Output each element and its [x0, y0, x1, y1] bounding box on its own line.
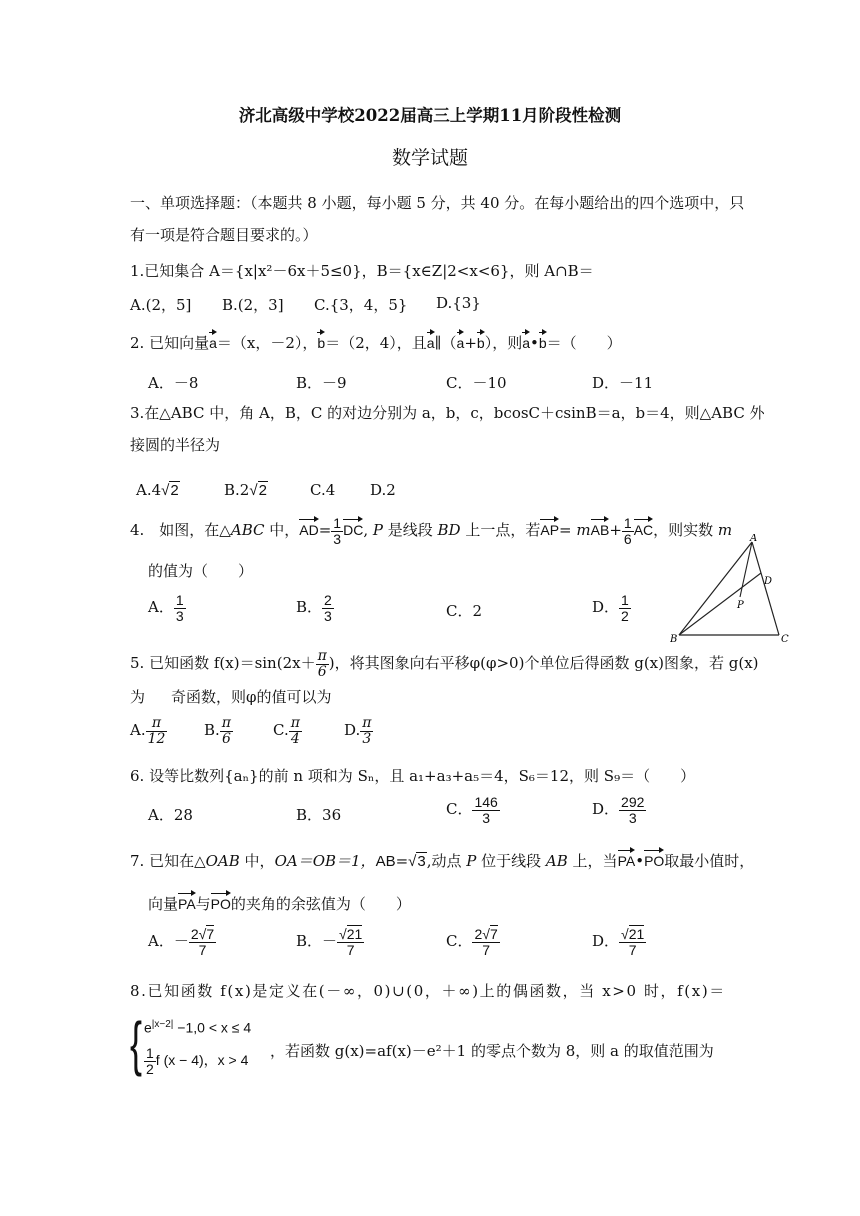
vector-a: a	[522, 335, 531, 351]
q2-stem: 2. 已知向量a＝（x，－2），b＝（2，4），且a∥（a+b），则a•b＝（ ）	[130, 334, 622, 352]
q6-stem: 6. 设等比数列{aₙ}的前 n 项和为 Sₙ，且 a₁+a₃+a₅＝4，S₆＝12，则 S₉＝（ ）	[130, 767, 696, 785]
vector-b: b	[476, 335, 485, 351]
q6-option-a: A．28	[148, 806, 193, 824]
vector-b: b	[538, 335, 547, 351]
piecewise-brace: {	[130, 1010, 143, 1077]
q8-stem-line1: 8.已知函数 f(x)是定义在(－∞，0)∪(0，＋∞)上的偶函数，当 x>0 时，f(x)＝	[130, 982, 726, 1000]
q4-stem: 4. 如图，在△ABC 中，AD= $\frac{1}{3}$ DC, P 是线段 BD 上一点，若AP= mAB+ $\frac{1}{6}$ AC，则实数 m	[130, 515, 733, 547]
q4-triangle-figure	[670, 534, 796, 648]
q5-option-d: D. $\frac{\pi}{3}$	[344, 715, 372, 747]
q6-option-b: B．36	[296, 806, 342, 824]
q5-option-b: B. $\frac{\pi}{6}$	[204, 715, 231, 747]
figure-label-a: A	[750, 534, 758, 544]
vector-a: a	[456, 335, 465, 351]
q5-option-a: A. $\frac{\pi}{12}$	[130, 715, 166, 747]
vector-a: a	[426, 335, 435, 351]
figure-label-p: P	[737, 600, 744, 611]
q3-option-c: C.4	[310, 481, 336, 499]
q2-option-a: A．－8	[148, 374, 199, 392]
q7-stem-line2: 向量PA与PO的夹角的余弦值为（ ）	[148, 895, 411, 913]
q1-stem: 1.已知集合 A＝{x|x²－6x＋5≤0}，B＝{x∈Z|2<x<6}，则 A∩B＝	[130, 262, 594, 280]
q6-option-c: C． $\frac{146}{3}$	[446, 794, 498, 826]
q3-option-b: B.2√2	[224, 481, 267, 499]
section-heading-line2: 有一项是符合题目要求的。）	[130, 226, 318, 244]
q7-option-a: A．－ $\frac{2√7}{7}$	[148, 926, 215, 958]
q5-option-c: C. $\frac{\pi}{4}$	[273, 715, 300, 747]
vector-a: a	[209, 335, 217, 351]
q3-option-d: D.2	[370, 481, 396, 499]
q1-option-a: A.(2，5]	[130, 296, 192, 314]
figure-label-b: B	[670, 634, 678, 645]
q6-option-d: D． $\frac{292}{3}$	[592, 794, 645, 826]
q1-option-d: D.{3}	[436, 294, 481, 312]
figure-label-d: D	[764, 576, 773, 587]
q2-option-d: D．－11	[592, 374, 654, 392]
q7-option-d: D． $\frac{√21}{7}$	[592, 926, 645, 958]
vector-b: b	[317, 335, 326, 351]
q7-option-c: C． $\frac{2√7}{7}$	[446, 926, 498, 958]
document-subtitle: 数学试题	[391, 147, 468, 169]
q3-stem-line2: 接圆的半径为	[130, 436, 221, 454]
q2-option-c: C．－10	[446, 374, 507, 392]
q4-option-c: C．2	[446, 602, 483, 620]
q8-case1: $e^{|x-2|} -1,0 < x \le 4$	[144, 1019, 252, 1036]
section-heading-line1: 一、单项选择题：（本题共 8 小题，每小题 5 分，共 40 分。在每小题给出的四个选项中，只	[130, 194, 745, 212]
q1-option-b: B.(2，3]	[222, 296, 284, 314]
q1-option-c: C.{3，4，5}	[314, 296, 408, 314]
document-title: 济北高级中学校2022届高三上学期11月阶段性检测	[238, 106, 622, 125]
q8-stem-tail: ，若函数 g(x)=af(x)－e²＋1 的零点个数为 8，则 a 的取值范围为	[270, 1042, 714, 1060]
q5-stem-line2: 为 奇函数，则φ的值可以为	[130, 688, 332, 706]
q3-option-a: A.4√2	[136, 481, 179, 499]
q7-option-b: B．－ $\frac{√21}{7}$	[296, 926, 363, 958]
q4-stem-line2: 的值为（ ）	[148, 562, 254, 580]
figure-label-c: C	[781, 634, 789, 645]
q4-option-b: B． $\frac{2}{3}$	[296, 592, 332, 624]
q4-option-a: A． $\frac{1}{3}$	[148, 592, 184, 624]
q3-stem-line1: 3.在△ABC 中，角 A，B，C 的对边分别为 a，b，c，bcosC＋csinB＝a，b＝4，则△ABC 外	[130, 404, 765, 422]
q2-option-b: B．－9	[296, 374, 347, 392]
q7-stem: 7. 已知在△OAB 中，OA＝OB＝1，AB=√3,动点 P 位于线段 AB 上，当PA•PO取最小值时，	[130, 852, 755, 870]
q8-case2: $\frac{1}{2}$ f (x − 4)，x > 4	[146, 1045, 249, 1077]
q5-stem: 5. 已知函数 f(x)＝sin(2x＋ $\frac{\pi}{6}$ )，将其图象向右平移φ(φ>0)个单位后得函数 g(x)图象，若 g(x)	[130, 648, 759, 680]
q4-option-d: D． $\frac{1}{2}$	[592, 592, 629, 624]
